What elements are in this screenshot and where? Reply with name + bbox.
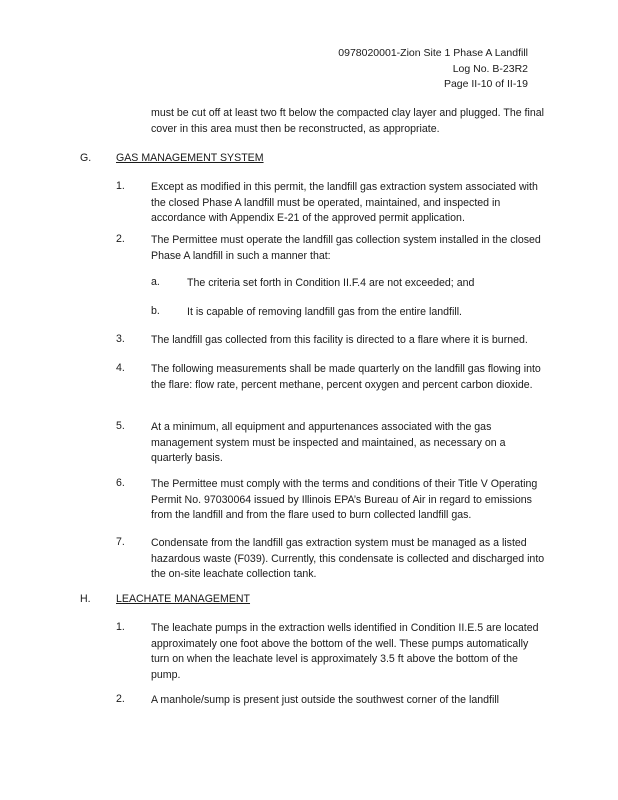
g-item-1-text: Except as modified in this permit, the landfill gas extraction system associated with the closed Phase A landfill must be operated, maintained, and inspected in accordance with Appendix E-21 of the approved permit application. — [151, 181, 538, 225]
g-item-5-text: At a minimum, all equipment and appurtenances associated with the gas management system must be inspected and maintained, as necessary on a quarterly basis. — [151, 421, 506, 465]
g-item-6-text: The Permittee must comply with the terms and conditions of their Title V Operating Permit No. 97030064 issued by Illinois EPA’s Bureau of Air in regard to emissions from the landfill and from the flare used to burn collected landfill gas. — [151, 478, 538, 522]
header-site: 0978020001-Zion Site 1 Phase A Landfill — [338, 47, 528, 59]
g-sub-a-text: The criteria set forth in Condition II.F.4 are not exceeded; and — [187, 277, 475, 289]
g-item-1-number: 1. — [116, 180, 125, 192]
section-h-letter: H. — [80, 593, 91, 605]
page-header — [338, 46, 528, 93]
g-item-4-text: The following measurements shall be made quarterly on the landfill gas flowing into the flare: flow rate, percent methane, percent oxygen and percent carbon dioxide. — [151, 363, 541, 391]
h-item-1-text: The leachate pumps in the extraction wells identified in Condition II.E.5 are located approximately one foot above the bottom of the well. These pumps automatically turn on when the leachate level is approximately 3.5 ft above the bottom of the pump. — [151, 622, 539, 681]
header-page: Page II-10 of II-19 — [443, 78, 528, 90]
g-item-5-number: 5. — [116, 420, 125, 432]
continuation-paragraph: must be cut off at least two ft below the compacted clay layer and plugged. The final cover in this area must then be reconstructed, as appropriate. — [151, 107, 544, 135]
g-item-2-number: 2. — [116, 233, 125, 245]
header-log: Log No. B-23R2 — [452, 62, 528, 75]
h-item-2-text: A manhole/sump is present just outside the southwest corner of the landfill — [151, 694, 500, 706]
g-item-3-number: 3. — [116, 333, 125, 345]
g-sub-b-letter: b. — [151, 305, 160, 317]
g-item-6-number: 6. — [116, 477, 125, 489]
g-item-3-text: The landfill gas collected from this facility is directed to a flare where it is burned. — [151, 334, 528, 346]
g-item-7-text: Condensate from the landfill gas extraction system must be managed as a listed hazardous waste (F039). Currently, this condensate is collected and discharged into the on-site leachate collection tank. — [151, 537, 545, 581]
g-item-4-number: 4. — [116, 362, 125, 374]
section-g-letter: G. — [80, 152, 92, 164]
section-h-title: LEACHATE MANAGEMENT — [116, 593, 251, 605]
g-sub-a-letter: a. — [151, 276, 160, 288]
h-item-2-number: 2. — [116, 693, 125, 705]
g-item-2-text: The Permittee must operate the landfill gas collection system installed in the closed Phase A landfill in such a manner that: — [151, 234, 541, 262]
g-item-7-number: 7. — [116, 536, 125, 548]
section-g-title: GAS MANAGEMENT SYSTEM — [116, 152, 264, 164]
g-sub-b-text: It is capable of removing landfill gas from the entire landfill. — [187, 306, 462, 318]
h-item-1-number: 1. — [116, 621, 125, 633]
